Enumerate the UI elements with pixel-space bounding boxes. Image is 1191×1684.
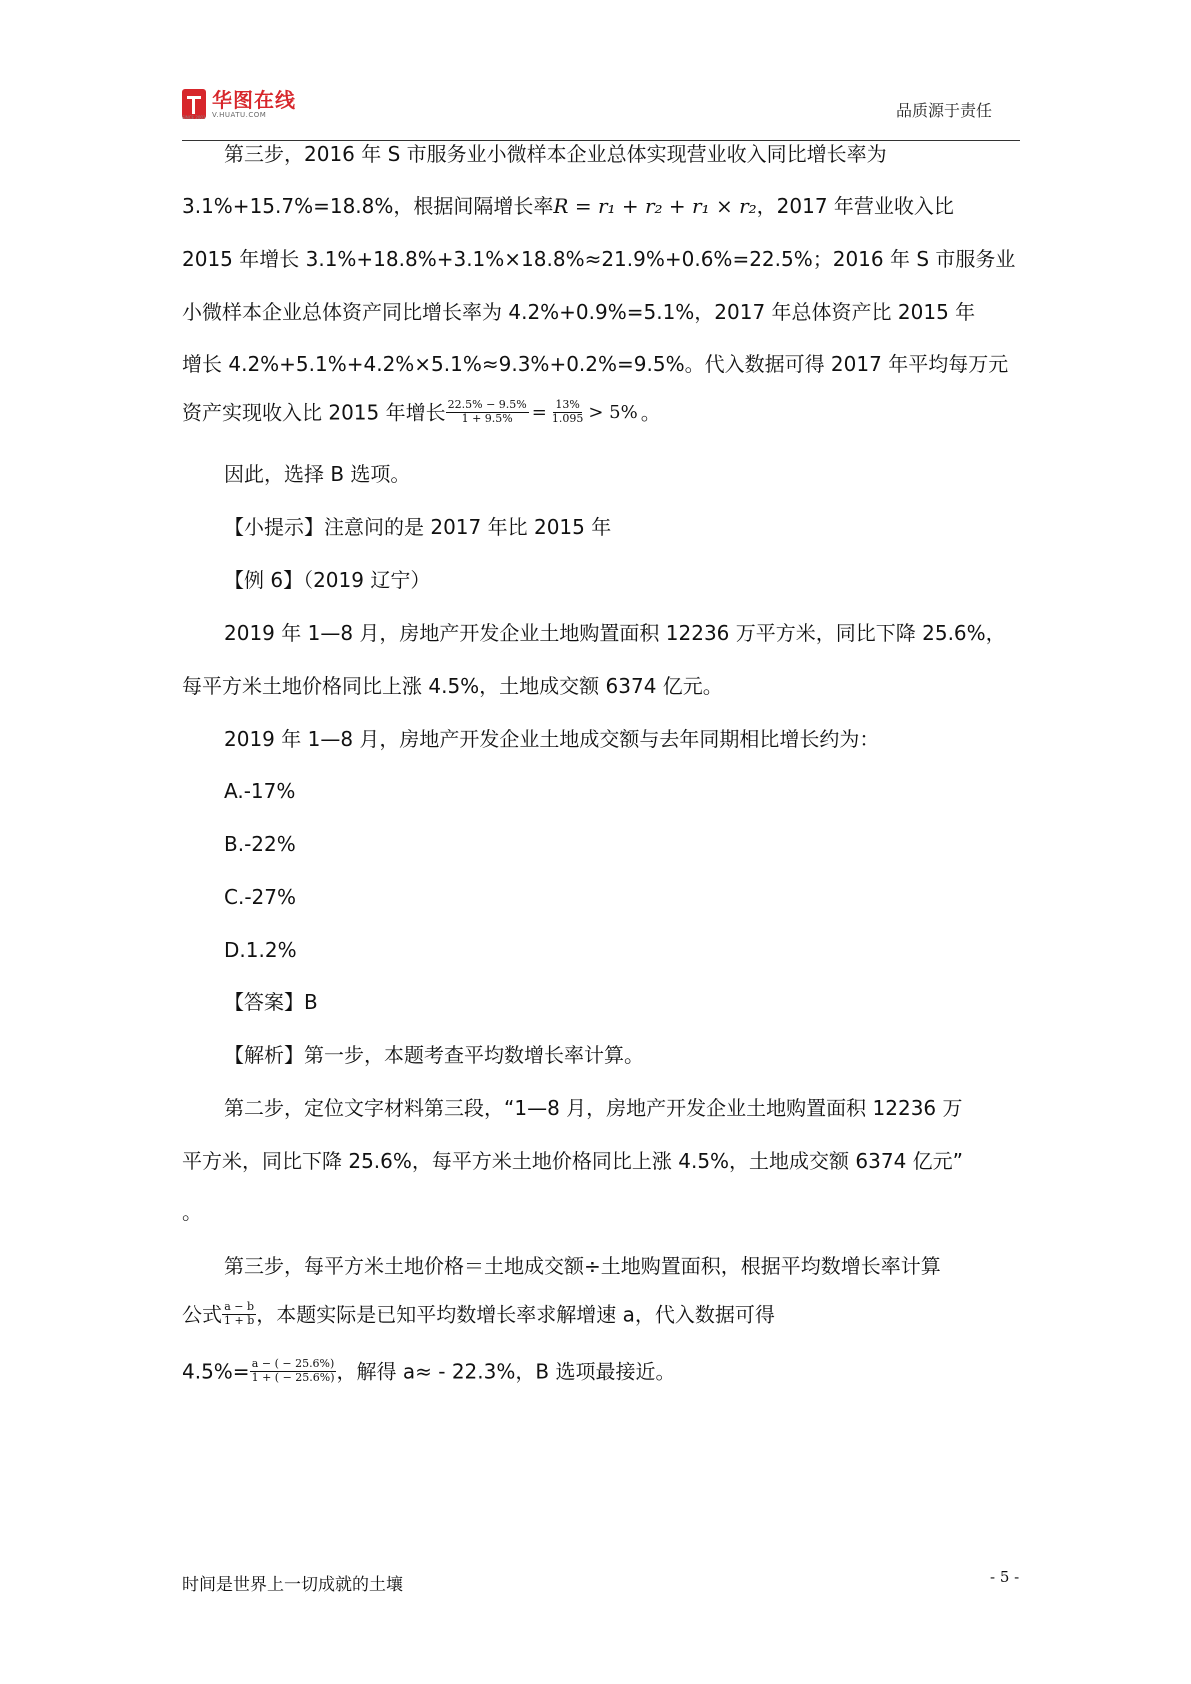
text-segment: 3.1%+15.7%=18.8%，根据间隔增长率 [182,194,554,218]
question-material: 每平方米土地价格同比上涨 4.5%，土地成交额 6374 亿元。 [182,674,723,698]
question-stem: 2019 年 1—8 月，房地产开发企业土地成交额与去年同期相比增长约为： [224,727,880,751]
logo-url: V.HUATU.COM [212,110,267,119]
analysis-line: 【解析】第一步，本题考查平均数增长率计算。 [224,1043,644,1067]
question-material: 2019 年 1—8 月，房地产开发企业土地购置面积 12236 万平方米，同比下降 25.6%， [224,621,1006,645]
text-segment: 4.5%= [182,1359,250,1384]
paragraph-line: 2015 年增长 3.1%+18.8%+3.1%×18.8%≈21.9%+0.6%=22.5%；2016 年 S 市服务业 [182,247,1016,271]
fraction [222,1301,256,1327]
logo-since: SINCE 2001 [182,115,206,120]
text-segment: ，本题实际是已知平均数增长率求解增速 a，代入数据可得 [256,1302,775,1327]
fraction-numerator: 13% [555,398,580,412]
footer-motto: 时间是世界上一切成就的土壤 [182,1575,403,1595]
text-segment: ，解得 a≈ - 22.3%，B 选项最接近。 [336,1359,676,1384]
page-number: - 5 - [990,1568,1020,1586]
logo-text [212,87,296,119]
page-header [182,84,1020,141]
paragraph-line [182,196,954,216]
greater-than-expression: > 5% [588,401,638,423]
paragraph-line: 增长 4.2%+5.1%+4.2%×5.1%≈9.3%+0.2%=9.5%。代入数据可得 2017 年平均每万元 [182,352,1009,376]
paragraph-line [182,398,661,426]
header-slogan: 品质源于责任 [895,101,992,120]
fraction [250,1358,337,1384]
analysis-line: 。 [182,1200,202,1224]
growth-rate-formula: R = r₁ + r₂ + r₁ × r₂ [553,194,757,218]
logo-chinese: 华图在线 [212,87,296,112]
paragraph-line: 因此，选择 B 选项。 [224,462,411,486]
paragraph-line: 第三步，2016 年 S 市服务业小微样本企业总体实现营业收入同比增长率为 [224,142,887,166]
answer-line: 【答案】B [224,990,318,1014]
equals-sign: = [531,401,547,423]
option-d: D.1.2% [224,938,297,962]
tip-line: 【小提示】注意问的是 2017 年比 2015 年 [224,515,612,539]
example-title: 【例 6】（2019 辽宁） [224,568,431,592]
text-segment: 资产实现收入比 2015 年增长 [182,400,446,425]
fraction-denominator: 1.095 [551,412,584,425]
fraction-denominator: 1 + ( − 25.6%) [251,1371,335,1384]
analysis-line: 平方米，同比下降 25.6%，每平方米土地价格同比上涨 4.5%，土地成交额 6374 亿元” [182,1149,964,1173]
paragraph-line: 小微样本企业总体资产同比增长率为 4.2%+0.9%=5.1%，2017 年总体资产比 2015 年 [182,300,976,324]
option-c: C.-27% [224,885,296,909]
text-segment: 。 [640,400,661,425]
option-a: A.-17% [224,779,296,803]
fraction [550,399,586,425]
fraction-numerator: a − b [224,1300,255,1314]
fraction-numerator: 22.5% − 9.5% [447,398,527,412]
analysis-line: 第二步，定位文字材料第三段，“1—8 月，房地产开发企业土地购置面积 12236 万 [224,1096,963,1120]
text-segment: ，2017 年营业收入比 [756,194,954,218]
huatu-logo [182,84,296,124]
analysis-line [182,1300,775,1328]
fraction-denominator: 1 + 9.5% [461,412,513,425]
fraction-numerator: a − ( − 25.6%) [251,1357,335,1371]
analysis-line: 第三步，每平方米土地价格＝土地成交额÷土地购置面积，根据平均数增长率计算 [224,1254,941,1278]
text-segment: 公式 [182,1302,222,1327]
analysis-line [182,1357,675,1385]
fraction [446,399,529,425]
fraction-denominator: 1 + b [224,1314,255,1327]
option-b: B.-22% [224,832,296,856]
